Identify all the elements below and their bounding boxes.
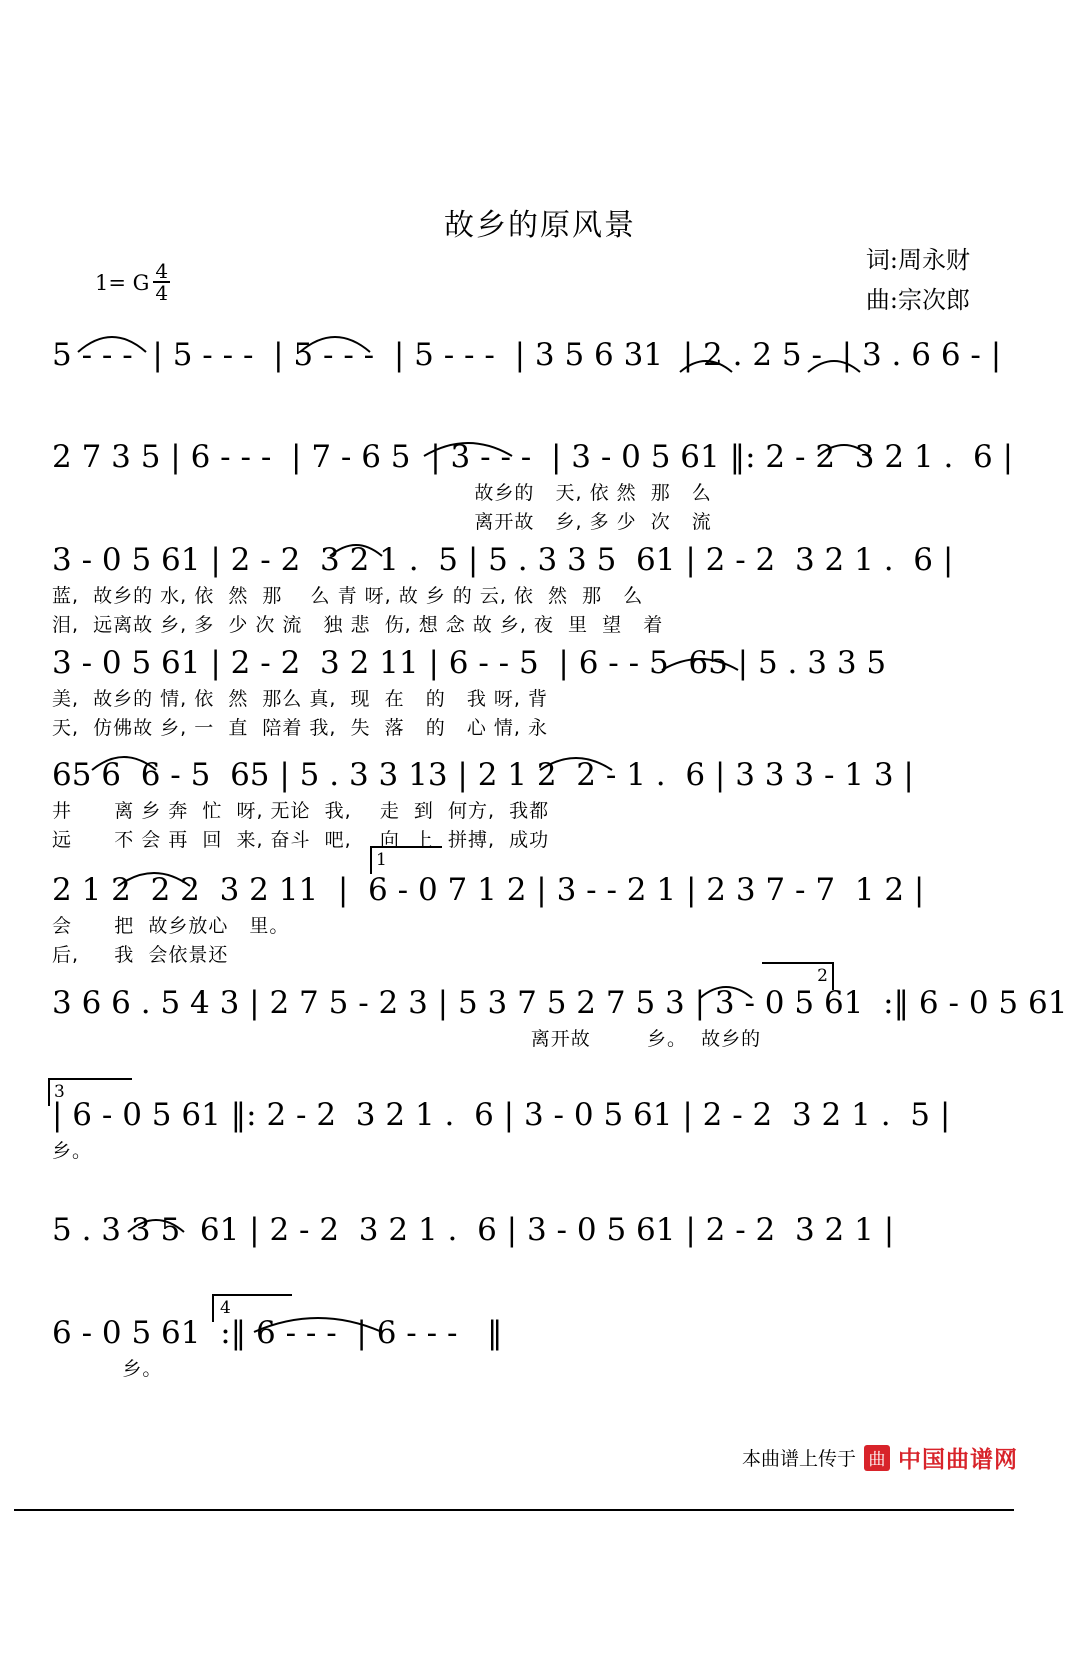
note-line: 5 - - - | 5 - - - | 5 - - - | 5 - - - | 3 5 6 31 | 2 . 2 5 - | 3 . 6 6 - | bbox=[52, 337, 1002, 373]
volta-bracket-3 bbox=[48, 1078, 132, 1106]
page-title: 故乡的原风景 bbox=[444, 208, 636, 243]
lyric-line-verse2: 离开故 乡, 多 少 次 流 bbox=[52, 510, 712, 533]
volta-number: 2 bbox=[817, 966, 828, 986]
lyric-line-verse1: 故乡的 天, 依 然 那 么 bbox=[52, 482, 712, 504]
lyric-line-verse1: 井 离 乡 奔 忙 呀, 无论 我, 走 到 何方, 我都 bbox=[52, 800, 550, 822]
key-label: 1= G bbox=[95, 271, 150, 295]
note-line: 6 - 0 5 61 :‖ 6 - - - | 6 - - - ‖ bbox=[52, 1315, 503, 1351]
score-system bbox=[52, 757, 1032, 854]
footer-text: 本曲谱上传于 bbox=[741, 1448, 856, 1470]
brand-logo-icon: 曲 bbox=[864, 1445, 890, 1471]
score-system bbox=[52, 337, 1032, 373]
score-system bbox=[52, 872, 1032, 969]
note-line: 3 - 0 5 61 | 2 - 2 3 2 1 . 5 | 5 . 3 3 5 61 | 2 - 2 3 2 1 . 6 | bbox=[52, 542, 954, 578]
note-line: 65 6 6 - 5 65 | 5 . 3 3 13 | 2 1 2 2 - 1 . 6 | 3 3 3 - 1 3 | bbox=[52, 757, 914, 793]
bottom-divider bbox=[14, 1509, 1014, 1511]
volta-bracket-1 bbox=[370, 846, 442, 874]
score-system bbox=[52, 542, 1032, 639]
note-line: 2 1 2 2 2 3 2 11 | 6 - 0 7 1 2 | 3 - - 2 1 | 2 3 7 - 7 1 2 | bbox=[52, 872, 925, 908]
lyric-line-verse1: 乡。 bbox=[52, 1358, 163, 1380]
lyric-line-verse1: 离开故 乡。 故乡的 bbox=[52, 1028, 762, 1050]
score-system bbox=[52, 985, 1068, 1054]
lyric-line-verse2: 后, 我 会依景还 bbox=[52, 943, 229, 966]
lyric-line-verse1: 乡。 bbox=[52, 1140, 93, 1162]
volta-bracket-4 bbox=[212, 1294, 292, 1322]
time-signature-denominator: 4 bbox=[155, 281, 169, 305]
lyric-line-verse1: 美, 故乡的 情, 依 然 那么 真, 现 在 的 我 呀, 背 bbox=[52, 688, 548, 710]
composer: 曲:宗次郎 bbox=[865, 286, 970, 314]
footer-credit bbox=[742, 1441, 1018, 1474]
note-line: 3 6 6 . 5 4 3 | 2 7 5 - 2 3 | 5 3 7 5 2 7 5 3 | 3 - 0 5 61 :‖ 6 - 0 5 61 bbox=[52, 985, 1068, 1021]
lyric-line-verse1: 会 把 故乡放心 里。 bbox=[52, 915, 290, 937]
key-and-time-signature bbox=[95, 259, 170, 305]
volta-bracket-2 bbox=[762, 962, 834, 990]
volta-number: 4 bbox=[220, 1298, 231, 1318]
lyric-line-verse2: 泪, 远离故 乡, 多 少 次 流 独 悲 伤, 想 念 故 乡, 夜 里 望 着 bbox=[52, 613, 664, 636]
score-system bbox=[52, 1212, 1032, 1248]
score-system bbox=[52, 645, 1032, 742]
score-system bbox=[52, 1315, 1032, 1384]
note-line: 3 - 0 5 61 | 2 - 2 3 2 11 | 6 - - 5 | 6 - - 5 65 | 5 . 3 3 5 bbox=[52, 645, 887, 681]
score-system bbox=[52, 439, 1032, 536]
lyric-line-verse1: 蓝, 故乡的 水, 依 然 那 么 青 呀, 故 乡 的 云, 依 然 那 么 bbox=[52, 585, 644, 607]
credits-block bbox=[866, 240, 970, 320]
brand-name: 中国曲谱网 bbox=[898, 1447, 1018, 1473]
note-line: 5 . 3 3 5 61 | 2 - 2 3 2 1 . 6 | 3 - 0 5 61 | 2 - 2 3 2 1 | bbox=[52, 1212, 895, 1248]
note-line: 2 7 3 5 | 6 - - - | 7 - 6 5 | 3 - - - | 3 - 0 5 61 ‖: 2 - 2 3 2 1 . 6 | bbox=[52, 439, 1014, 475]
volta-number: 3 bbox=[54, 1082, 65, 1102]
lyricist: 词:周永财 bbox=[865, 246, 970, 274]
lyric-line-verse2: 远 不 会 再 回 来, 奋斗 吧, 向 上 拼搏, 成功 bbox=[52, 828, 550, 851]
note-line: | 6 - 0 5 61 ‖: 2 - 2 3 2 1 . 6 | 3 - 0 5 61 | 2 - 2 3 2 1 . 5 | bbox=[52, 1097, 951, 1133]
score-system bbox=[52, 1097, 1032, 1166]
time-signature bbox=[153, 261, 170, 303]
time-signature-numerator: 4 bbox=[155, 259, 169, 283]
lyric-line-verse2: 天, 仿佛故 乡, 一 直 陪着 我, 失 落 的 心 情, 永 bbox=[52, 716, 548, 739]
volta-number: 1 bbox=[376, 850, 387, 870]
